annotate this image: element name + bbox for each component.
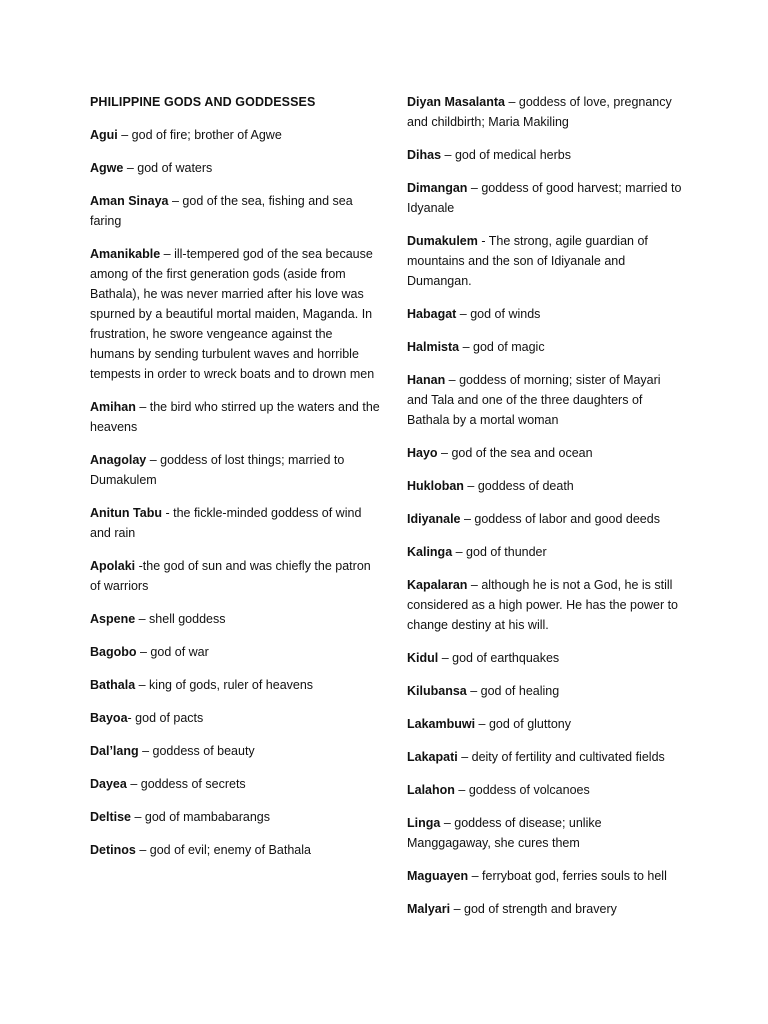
entry-term: Apolaki [90,559,136,573]
entry-definition: – goddess of morning; sister of Mayari and Tala and one of the three daughters of Bathala by a mortal woman [407,373,661,427]
entry-term: Amanikable [90,247,161,261]
glossary-entry [407,92,682,132]
entry-term: Habagat [407,307,457,321]
glossary-entry [407,443,682,463]
entry-term: Idiyanale [407,512,461,526]
entry-definition: – goddess of love, pregnancy and childbirth; Maria Makiling [407,95,672,129]
entry-definition: – goddess of death [463,479,574,493]
glossary-entry [90,191,380,231]
glossary-entry [90,244,380,384]
entry-definition: – god of war [136,645,209,659]
glossary-entry [407,145,682,165]
glossary-entry [407,476,682,496]
entry-term: Dimangan [407,181,468,195]
entry-definition: – god of medical herbs [441,148,571,162]
entry-term: Dihas [407,148,442,162]
entry-term: Bathala [90,678,136,692]
entry-term: Dal’lang [90,744,139,758]
entry-term: Lalahon [407,783,455,797]
entry-definition: – shell goddess [135,612,226,626]
entry-term: Agui [90,128,118,142]
glossary-entry [407,231,682,291]
entry-term: Dayea [90,777,127,791]
entry-definition: - god of pacts [127,711,204,725]
entry-definition: – goddess of labor and good deeds [460,512,660,526]
entry-definition: – god of healing [466,684,560,698]
entry-definition: – goddess of lost things; married to Dumakulem [90,453,345,487]
glossary-entry [407,575,682,635]
entry-term: Dumakulem [407,234,478,248]
glossary-entry [90,675,380,695]
glossary-entry [407,370,682,430]
glossary-entry [407,780,682,800]
entry-term: Anitun Tabu [90,506,162,520]
entry-definition: – king of gods, ruler of heavens [135,678,314,692]
entry-definition: – although he is not a God, he is still considered as a high power. He has the power to change destiny at his will. [407,578,679,632]
entry-definition: – god of earthquakes [438,651,560,665]
entry-term: Aspene [90,612,136,626]
entry-definition: – god of the sea, fishing and sea faring [90,194,353,228]
glossary-entry [407,648,682,668]
entry-term: Diyan Masalanta [407,95,505,109]
entry-definition: – goddess of volcanoes [454,783,590,797]
entry-definition: – god of thunder [452,545,547,559]
entry-definition: – ill-tempered god of the sea because among of the first generation gods (aside from Bathala), he was never married after his love was spurned by a beautiful mortal maiden, Maganda. In frustration, he swore vengeance against the humans by sending turbulent waves and horrible tempests in order to wreck boats and to drown men [90,247,375,381]
glossary-entry [90,125,380,145]
entry-definition: – goddess of good harvest; married to Idyanale [407,181,682,215]
entry-definition: – god of fire; brother of Agwe [117,128,282,142]
glossary-entry [407,337,682,357]
entry-definition: - The strong, agile guardian of mountains and the son of Idiyanale and Dumangan. [407,234,648,288]
entry-term: Bagobo [90,645,137,659]
entry-term: Amihan [90,400,136,414]
entry-term: Hayo [407,446,438,460]
glossary-entry [90,807,380,827]
entry-definition: – god of strength and bravery [450,902,617,916]
entry-definition: – the bird who stirred up the waters and the heavens [90,400,380,434]
entry-term: Aman Sinaya [90,194,169,208]
entry-definition: – deity of fertility and cultivated fields [457,750,665,764]
glossary-entry [90,708,380,728]
glossary-entry [407,681,682,701]
entry-definition: – god of the sea and ocean [437,446,593,460]
glossary-entry [407,178,682,218]
glossary-entry [407,899,682,919]
entry-term: Anagolay [90,453,147,467]
entry-definition: – god of mambabarangs [131,810,270,824]
glossary-entry [407,866,682,886]
glossary-entry [90,556,380,596]
entry-definition: - the fickle-minded goddess of wind and rain [90,506,362,540]
entry-term: Kalinga [407,545,453,559]
entry-term: Deltise [90,810,131,824]
entry-term: Hanan [407,373,446,387]
glossary-entry [90,397,380,437]
glossary-entry [90,774,380,794]
glossary-entry [90,450,380,490]
entry-term: Kilubansa [407,684,467,698]
entry-definition: – goddess of disease; unlike Manggagaway, she cures them [407,816,602,850]
glossary-entry [407,509,682,529]
glossary-entry [90,840,380,860]
glossary-entry [407,747,682,767]
glossary-entry [90,503,380,543]
left-entry-list [90,125,380,860]
right-entry-list [407,92,682,919]
entry-definition: – god of magic [459,340,545,354]
glossary-entry [90,741,380,761]
entry-definition: – goddess of beauty [138,744,255,758]
entry-term: Agwe [90,161,124,175]
entry-term: Hukloban [407,479,464,493]
glossary-entry [90,642,380,662]
entry-term: Kidul [407,651,439,665]
entry-term: Halmista [407,340,460,354]
entry-term: Linga [407,816,441,830]
glossary-entry [90,609,380,629]
document-title: PHILIPPINE GODS AND GODDESSES [90,95,316,109]
entry-definition: – god of winds [456,307,541,321]
glossary-entry [407,714,682,734]
glossary-entry [407,304,682,324]
entry-term: Bayoa [90,711,128,725]
entry-definition: – ferryboat god, ferries souls to hell [468,869,667,883]
glossary-entry [407,542,682,562]
entry-term: Malyari [407,902,451,916]
glossary-entry [407,813,682,853]
entry-definition: -the god of sun and was chiefly the patron of warriors [90,559,371,593]
entry-definition: – goddess of secrets [126,777,246,791]
entry-term: Kapalaran [407,578,468,592]
entry-term: Maguayen [407,869,469,883]
glossary-entry [90,158,380,178]
entry-definition: – god of evil; enemy of Bathala [135,843,311,857]
entry-term: Lakambuwi [407,717,476,731]
entry-definition: – god of waters [123,161,213,175]
right-column [407,92,682,932]
entry-term: Lakapati [407,750,458,764]
entry-definition: – god of gluttony [475,717,571,731]
entry-term: Detinos [90,843,136,857]
left-column [90,92,380,873]
